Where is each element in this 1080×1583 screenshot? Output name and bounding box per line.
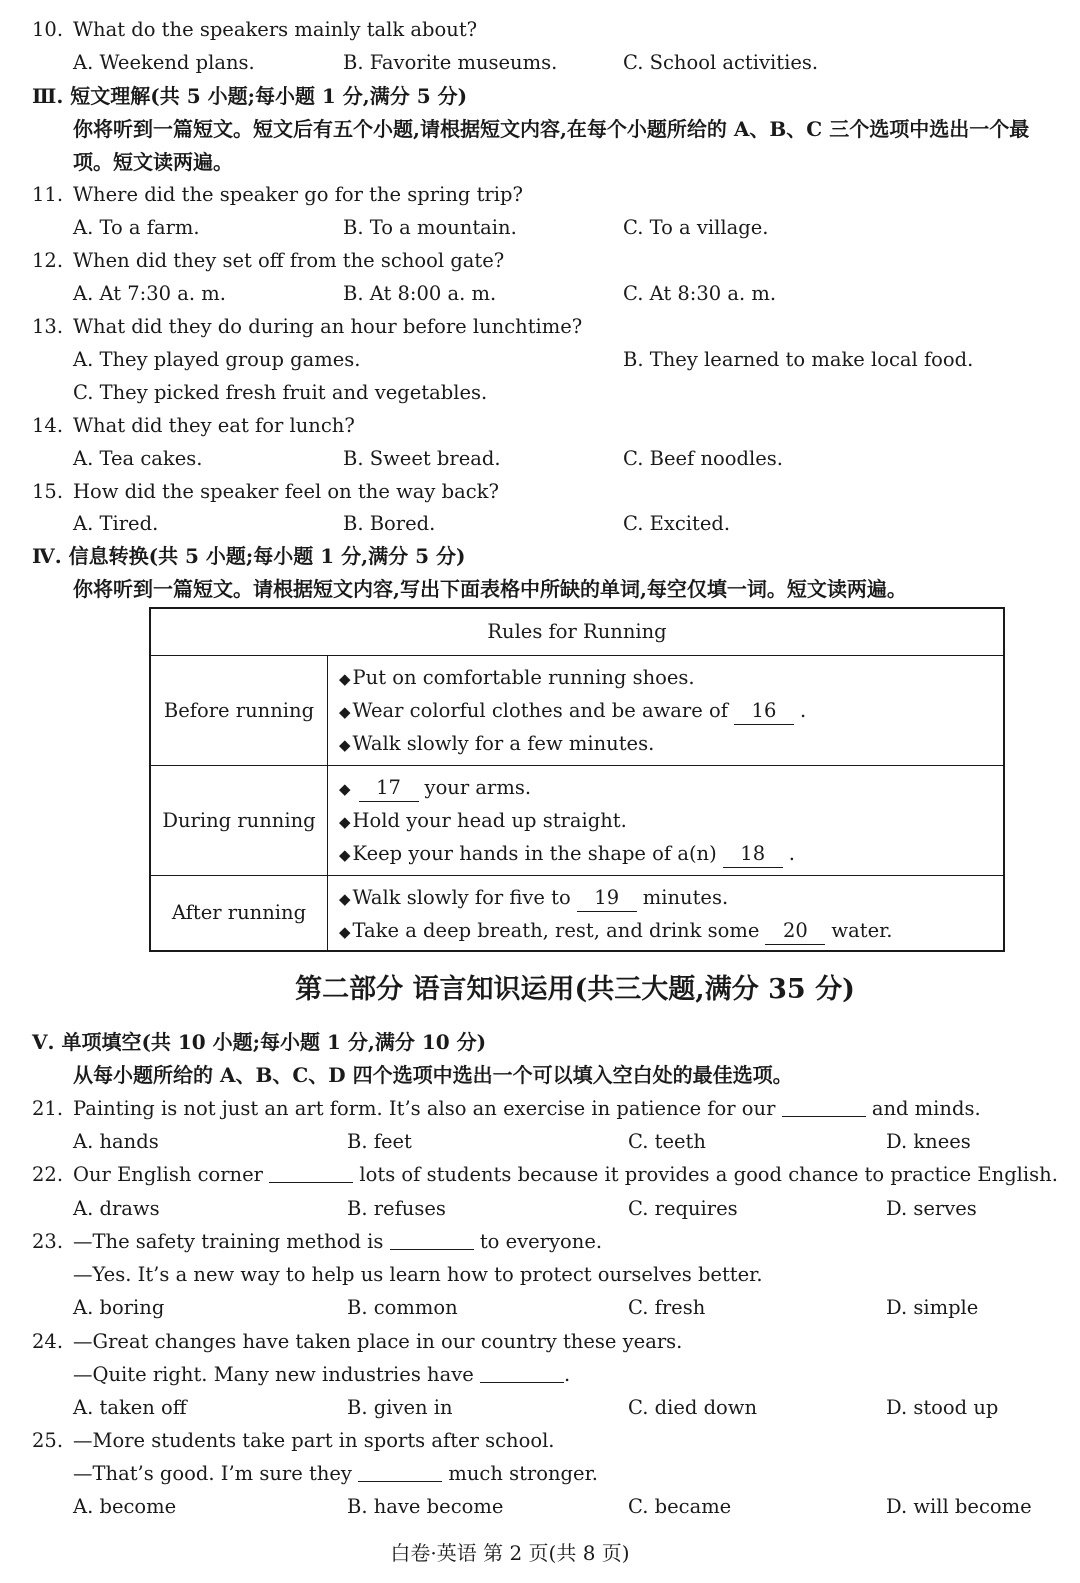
rules-table <box>149 607 1005 952</box>
table-title: Rules for Running <box>151 609 1003 656</box>
question-number: 24. <box>32 1330 64 1353</box>
question-text: —More students take part in sports after school. <box>73 1429 555 1452</box>
option-b: B. At 8:00 a. m. <box>343 282 497 305</box>
row-label: During running <box>151 765 328 875</box>
diamond-bullet-icon: ◆ <box>339 780 351 798</box>
question-text: Where did the speaker go for the spring trip? <box>73 183 523 206</box>
diamond-bullet-icon: ◆ <box>339 670 351 688</box>
section-heading: Ⅴ. 单项填空(共 10 小题;每小题 1 分,满分 10 分) <box>32 1030 487 1054</box>
option-c: C. fresh <box>628 1296 706 1319</box>
question-text: What did they eat for lunch? <box>73 414 355 437</box>
option-c: C. To a village. <box>623 216 769 239</box>
question-text: How did the speaker feel on the way back? <box>73 480 499 503</box>
question-number: 12. <box>32 249 64 272</box>
question-number: 23. <box>32 1230 64 1253</box>
option-b: B. given in <box>347 1396 453 1419</box>
option-a: A. To a farm. <box>73 216 200 239</box>
part-title: 第二部分 语言知识运用(共三大题,满分 35 分) <box>295 974 855 1005</box>
table-item: ◆ Walk slowly for five to 19 minutes. <box>339 885 728 912</box>
option-c: C. They picked fresh fruit and vegetables. <box>73 381 488 404</box>
answer-blank[interactable]: 20 <box>765 918 825 945</box>
table-row <box>151 875 1003 950</box>
option-c: C. requires <box>628 1197 738 1220</box>
section-instruction: 你将听到一篇短文。短文后有五个小题,请根据短文内容,在每个小题所给的 A、B、C 三个选项中选出一个最 <box>73 117 1030 141</box>
option-c: C. Excited. <box>623 512 731 535</box>
answer-blank[interactable]: 17 <box>359 775 419 802</box>
question-text: —Quite right. Many new industries have . <box>73 1363 571 1386</box>
answer-blank[interactable] <box>269 1164 353 1183</box>
option-b: B. have become <box>347 1495 504 1518</box>
section-heading: Ⅳ. 信息转换(共 5 小题;每小题 1 分,满分 5 分) <box>32 544 466 568</box>
option-b: B. refuses <box>347 1197 446 1220</box>
table-item: ◆ Keep your hands in the shape of a(n) 18 . <box>339 841 795 868</box>
option-b: B. To a mountain. <box>343 216 517 239</box>
question-number: 11. <box>32 183 64 206</box>
question-number: 10. <box>32 18 64 41</box>
question-number: 25. <box>32 1429 64 1452</box>
diamond-bullet-icon: ◆ <box>339 813 351 831</box>
question-text: —That’s good. I’m sure they much stronger. <box>73 1462 598 1485</box>
option-a: A. Tea cakes. <box>73 447 203 470</box>
answer-blank[interactable]: 19 <box>577 885 637 912</box>
option-a: A. Tired. <box>73 512 159 535</box>
question-text: —Yes. It’s a new way to help us learn how to protect ourselves better. <box>73 1263 763 1286</box>
table-item: ◆ Put on comfortable running shoes. <box>339 666 695 689</box>
section-instruction: 从每小题所给的 A、B、C、D 四个选项中选出一个可以填入空白处的最佳选项。 <box>73 1063 793 1087</box>
question-text: What did they do during an hour before lunchtime? <box>73 315 583 338</box>
option-b: B. common <box>347 1296 458 1319</box>
section-instruction: 你将听到一篇短文。请根据短文内容,写出下面表格中所缺的单词,每空仅填一词。短文读两遍。 <box>73 577 907 601</box>
section-instruction: 项。短文读两遍。 <box>73 150 233 174</box>
table-item: ◆ Walk slowly for a few minutes. <box>339 732 655 755</box>
question-number: 14. <box>32 414 64 437</box>
row-label: After running <box>151 875 328 950</box>
diamond-bullet-icon: ◆ <box>339 736 351 754</box>
option-d: D. knees <box>886 1130 971 1153</box>
option-a: A. become <box>73 1495 177 1518</box>
table-item: ◆ 17 your arms. <box>339 775 531 802</box>
page-footer: 白卷·英语 第 2 页(共 8 页) <box>390 1541 630 1565</box>
option-a: A. boring <box>73 1296 165 1319</box>
option-c: C. became <box>628 1495 732 1518</box>
answer-blank[interactable] <box>390 1231 474 1250</box>
table-item: ◆ Wear colorful clothes and be aware of 16 . <box>339 698 806 725</box>
option-a: A. They played group games. <box>73 348 361 371</box>
diamond-bullet-icon: ◆ <box>339 703 351 721</box>
question-number: 13. <box>32 315 64 338</box>
section-heading: Ⅲ. 短文理解(共 5 小题;每小题 1 分,满分 5 分) <box>32 84 468 108</box>
option-c: C. died down <box>628 1396 758 1419</box>
option-a: A. draws <box>73 1197 160 1220</box>
option-d: D. serves <box>886 1197 977 1220</box>
question-text: —Great changes have taken place in our country these years. <box>73 1330 683 1353</box>
option-d: D. simple <box>886 1296 979 1319</box>
diamond-bullet-icon: ◆ <box>339 846 351 864</box>
option-b: B. Bored. <box>343 512 436 535</box>
option-c: C. School activities. <box>623 51 819 74</box>
option-b: B. feet <box>347 1130 412 1153</box>
table-item: ◆ Hold your head up straight. <box>339 809 627 832</box>
answer-blank[interactable]: 16 <box>734 698 794 725</box>
option-a: A. At 7:30 a. m. <box>73 282 226 305</box>
option-b: B. Favorite museums. <box>343 51 558 74</box>
row-label: Before running <box>151 655 328 765</box>
option-c: C. Beef noodles. <box>623 447 783 470</box>
question-number: 22. <box>32 1163 64 1186</box>
diamond-bullet-icon: ◆ <box>339 923 351 941</box>
table-item: ◆ Take a deep breath, rest, and drink some 20 water. <box>339 918 893 945</box>
option-c: C. At 8:30 a. m. <box>623 282 777 305</box>
diamond-bullet-icon: ◆ <box>339 890 351 908</box>
answer-blank[interactable] <box>782 1098 866 1117</box>
option-a: A. taken off <box>73 1396 187 1419</box>
question-number: 15. <box>32 480 64 503</box>
question-text: When did they set off from the school gate? <box>73 249 505 272</box>
question-text: —The safety training method is to everyone. <box>73 1230 603 1253</box>
option-b: B. Sweet bread. <box>343 447 501 470</box>
question-number: 21. <box>32 1097 64 1120</box>
answer-blank[interactable] <box>358 1463 442 1482</box>
question-text: Painting is not just an art form. It’s also an exercise in patience for our and minds. <box>73 1097 981 1120</box>
option-b: B. They learned to make local food. <box>623 348 974 371</box>
option-d: D. will become <box>886 1495 1032 1518</box>
question-text: What do the speakers mainly talk about? <box>73 18 478 41</box>
table-row <box>151 655 1003 766</box>
answer-blank[interactable] <box>480 1364 564 1383</box>
answer-blank[interactable]: 18 <box>723 841 783 868</box>
option-c: C. teeth <box>628 1130 706 1153</box>
question-text: Our English corner lots of students because it provides a good chance to practice English. <box>73 1163 1058 1186</box>
option-a: A. hands <box>73 1130 159 1153</box>
option-a: A. Weekend plans. <box>73 51 255 74</box>
option-d: D. stood up <box>886 1396 999 1419</box>
table-row <box>151 765 1003 876</box>
